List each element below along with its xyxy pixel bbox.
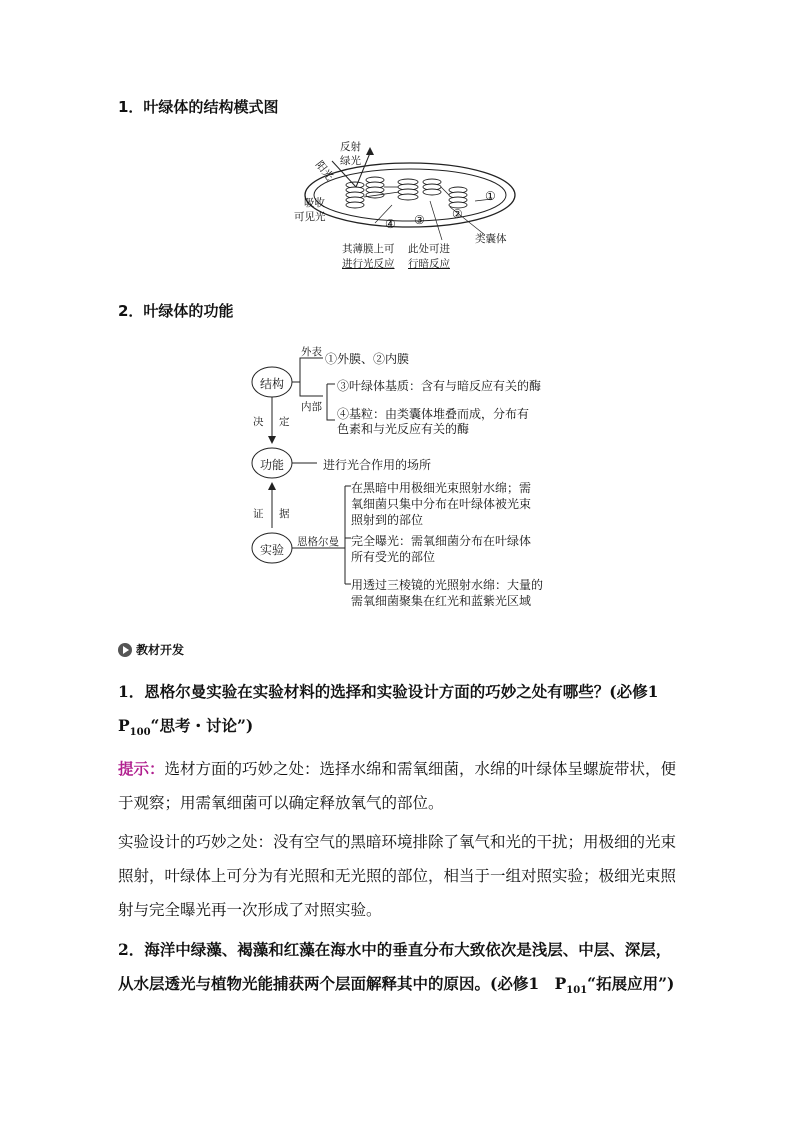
chloroplast-diagram [280, 135, 520, 275]
marker-3: ③ [414, 213, 425, 227]
node-function: 功能 [260, 458, 285, 472]
label-sunlight: 阳光 [312, 158, 336, 183]
hint-label: 提示： [118, 759, 165, 778]
grana-item-line1: ④基粒：由类囊体堆叠而成，分布有 [337, 407, 530, 421]
node-structure: 结构 [260, 377, 285, 391]
textbook-tag [118, 641, 184, 658]
arrow-label-decide-2: 定 [279, 416, 290, 428]
experiment1-line1: 在黑暗中用极细光束照射水绵；需 [351, 481, 532, 495]
branch-outer: 外表 [301, 346, 322, 358]
experiment1-line3: 照射到的部位 [351, 513, 424, 527]
experiment2-line2: 所有受光的部位 [351, 550, 436, 564]
question-2-page: 101 [566, 985, 588, 997]
experiment3-line1: 用透过三棱镜的光照射水绵：大量的 [351, 578, 544, 592]
experiment-design-paragraph: 实验设计的巧妙之处：没有空气的黑暗环境排除了氧气和光的干扰；用极细的光束照射，叶绿体上可分为有光照和无光照的部位，相当于一组对照实验；极细光束照射与完全曝光再一次形成了对照实验。 [118, 833, 677, 919]
label-reflect-2: 绿光 [340, 155, 361, 167]
experiment1-line2: 氧细菌只集中分布在叶绿体被光束 [351, 497, 532, 511]
hint-text: 选材方面的巧妙之处：选择水绵和需氧细菌，水绵的叶绿体呈螺旋带状，便于观察；用需氧细菌可以确定释放氧气的部位。 [118, 760, 677, 812]
question-2-source: “拓展应用”) [587, 974, 675, 993]
marker-1: ① [485, 189, 496, 203]
play-circle-icon [118, 643, 132, 657]
question-1 [118, 675, 678, 750]
marker-2: ② [452, 207, 463, 221]
question-2-p: P [554, 974, 567, 993]
function-concept-map [245, 338, 565, 613]
arrow-label-proof-2: 据 [279, 508, 290, 520]
note-light-reaction-2: 进行光反应 [342, 258, 395, 270]
experiment2-line1: 完全曝光：需氧细菌分布在叶绿体 [351, 534, 532, 548]
question-1-p: P [118, 716, 130, 735]
branch-engelmann: 恩格尔曼 [297, 536, 339, 548]
textbook-tag-label: 教材开发 [136, 643, 185, 657]
section-title-2: 2．叶绿体的功能 [118, 302, 234, 320]
grana-item-line2: 色素和与光反应有关的酶 [337, 422, 470, 436]
branch-inner: 内部 [301, 401, 322, 413]
question-1-text: 1．恩格尔曼实验在实验材料的选择和实验设计方面的巧妙之处有哪些？(必修1 [118, 682, 659, 701]
arrow-label-decide-1: 决 [253, 416, 264, 428]
question-2-text: 2．海洋中绿藻、褐藻和红藻在海水中的垂直分布大致依次是浅层、中层、深层，从水层透光与植物光能捕获两个层面解释其中的原因。(必修1 [118, 940, 672, 993]
label-absorb-1: 吸收 [304, 197, 325, 209]
note-dark-reaction-2: 行暗反应 [408, 258, 450, 270]
outer-membrane-item: ①外膜、②内膜 [325, 352, 410, 366]
label-absorb-2: 可见光 [294, 211, 326, 223]
hint-paragraph [118, 752, 678, 820]
stroma-item: ③叶绿体基质：含有与暗反应有关的酶 [337, 379, 542, 393]
label-reflect-1: 反射 [340, 141, 361, 153]
label-thylakoid: 类囊体 [475, 233, 507, 245]
function-text: 进行光合作用的场所 [323, 458, 432, 472]
section-title-1: 1．叶绿体的结构模式图 [118, 98, 279, 116]
question-1-source: “思考・讨论”) [150, 716, 254, 735]
note-dark-reaction-1: 此处可进 [408, 243, 450, 255]
question-2 [118, 933, 678, 1008]
experiment3-line2: 需氧细菌聚集在红光和蓝紫光区域 [351, 594, 532, 608]
node-experiment: 实验 [260, 543, 285, 557]
question-1-page: 100 [129, 727, 151, 739]
note-light-reaction-1: 其薄膜上可 [342, 243, 395, 255]
marker-4: ④ [385, 217, 396, 231]
arrow-label-proof-1: 证 [253, 508, 264, 520]
